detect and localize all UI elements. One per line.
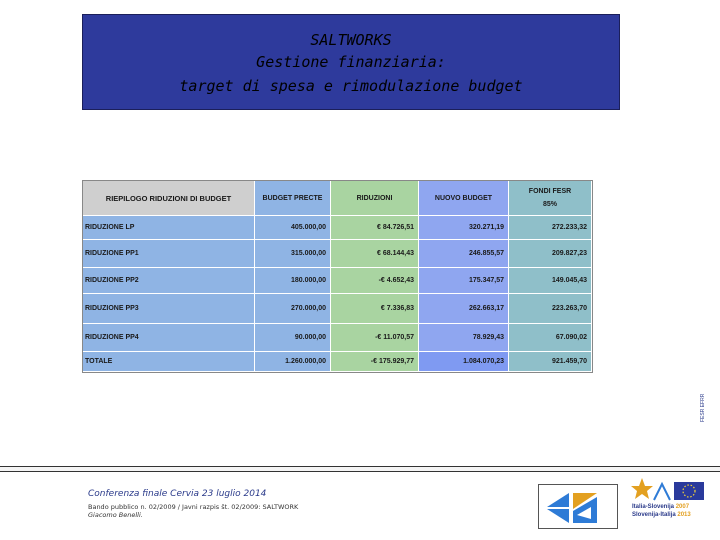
programme-label — [632, 503, 691, 519]
efrr-vertical-label — [700, 378, 714, 438]
row-fesr: 223.263,70 — [509, 294, 592, 324]
programme-line-1: Italia-Slovenija — [632, 504, 675, 510]
conference-caption: Conferenza finale Cervia 23 luglio 2014 — [88, 489, 267, 499]
header-fondi-fesr — [509, 181, 592, 216]
table-row — [83, 240, 592, 268]
budget-summary-table — [82, 180, 593, 373]
row-riduzioni: € 68.144,43 — [331, 240, 419, 268]
footer-divider — [0, 466, 720, 472]
row-riduzioni: € 84.726,51 — [331, 216, 419, 240]
table-row — [83, 294, 592, 324]
row-riduzioni: € 7.336,83 — [331, 294, 419, 324]
bando-caption: Bando pubblico n. 02/2009 / Javni razpis št. 02/2009: SALTWORK — [88, 503, 299, 511]
slide-title-box — [82, 14, 620, 110]
row-nuovo-budget: 320.271,19 — [419, 216, 509, 240]
row-label: RIDUZIONE PP2 — [83, 268, 255, 294]
author-caption: Giacomo Benelli. — [88, 511, 143, 519]
table-row — [83, 216, 592, 240]
saltworks-logo-graphic — [539, 485, 617, 528]
row-fesr: 921.459,70 — [509, 352, 592, 372]
row-budget: 180.000,00 — [255, 268, 331, 294]
row-budget: 405.000,00 — [255, 216, 331, 240]
row-nuovo-budget: 246.855,57 — [419, 240, 509, 268]
table-row-total — [83, 352, 592, 372]
row-riduzioni: -€ 4.652,43 — [331, 268, 419, 294]
header-fondi-fesr-label: FONDI FESR — [528, 188, 572, 195]
row-budget: 270.000,00 — [255, 294, 331, 324]
row-fesr: 209.827,23 — [509, 240, 592, 268]
title-line-2: Gestione finanziaria: — [256, 53, 446, 71]
row-label: RIDUZIONE PP4 — [83, 324, 255, 352]
header-riduzioni: RIDUZIONI — [331, 181, 419, 216]
row-nuovo-budget: 78.929,43 — [419, 324, 509, 352]
row-budget: 1.260.000,00 — [255, 352, 331, 372]
row-riduzioni: -€ 11.070,57 — [331, 324, 419, 352]
header-nuovo-budget: NUOVO BUDGET — [419, 181, 509, 216]
row-fesr: 272.233,32 — [509, 216, 592, 240]
interreg-logo-graphic — [630, 476, 708, 504]
row-nuovo-budget: 262.663,17 — [419, 294, 509, 324]
row-label: RIDUZIONE PP1 — [83, 240, 255, 268]
programme-year-1: 2007 — [675, 504, 690, 510]
table-row — [83, 268, 592, 294]
row-nuovo-budget: 175.347,57 — [419, 268, 509, 294]
saltworks-logo — [538, 484, 618, 529]
header-budget: BUDGET PRECTE — [255, 181, 331, 216]
row-fesr: 67.090,02 — [509, 324, 592, 352]
programme-line-2: Slovenija-Italija — [632, 512, 676, 518]
efrr-vertical-text: FESR EFRR — [700, 393, 706, 423]
table-header-row — [83, 181, 592, 216]
programme-year-2: 2013 — [677, 512, 691, 518]
header-fondi-fesr-pct: 85% — [542, 201, 557, 208]
title-line-1: SALTWORKS — [310, 31, 392, 49]
title-line-3: target di spesa e rimodulazione budget — [179, 77, 523, 95]
row-label: RIDUZIONE LP — [83, 216, 255, 240]
row-budget: 315.000,00 — [255, 240, 331, 268]
header-riepilogo: RIEPILOGO RIDUZIONI DI BUDGET — [83, 181, 255, 216]
row-fesr: 149.045,43 — [509, 268, 592, 294]
row-label: RIDUZIONE PP3 — [83, 294, 255, 324]
row-budget: 90.000,00 — [255, 324, 331, 352]
row-riduzioni: -€ 175.929,77 — [331, 352, 419, 372]
row-nuovo-budget: 1.084.070,23 — [419, 352, 509, 372]
row-label: TOTALE — [83, 352, 255, 372]
table-row — [83, 324, 592, 352]
